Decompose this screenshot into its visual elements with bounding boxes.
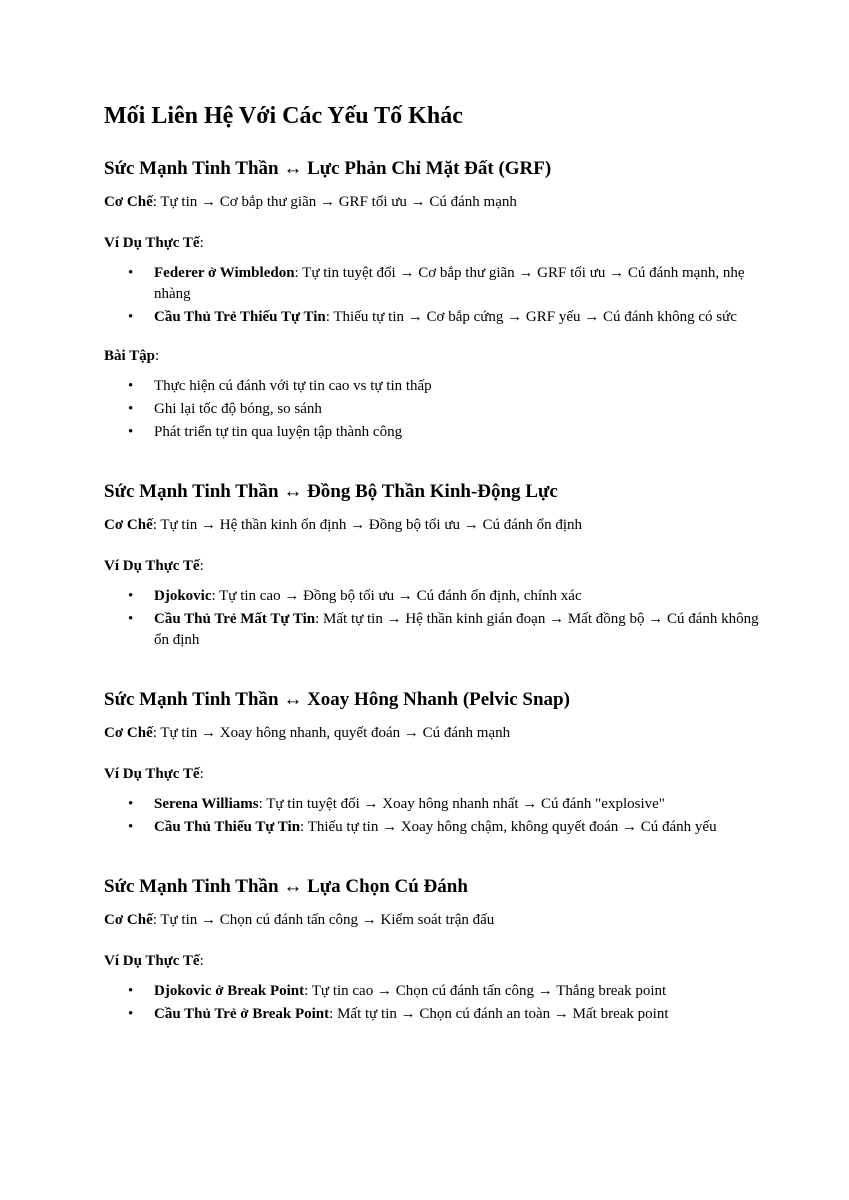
mechanism-line [104, 723, 764, 744]
bullet-icon: • [128, 401, 134, 417]
examples-heading [104, 233, 764, 254]
examples-heading [104, 951, 764, 972]
example-subject: Djokovic ở Break Point [154, 983, 305, 999]
list-item [104, 981, 764, 1002]
list-item [104, 422, 764, 443]
list-item [104, 399, 764, 420]
mechanism-line [104, 192, 764, 213]
example-text: : Tự tin tuyệt đối → Xoay hông nhanh nhất → Cú đánh "explosive" [258, 796, 665, 812]
exercise-text: Phát triển tự tin qua luyện tập thành công [154, 424, 403, 440]
list-item [104, 817, 764, 838]
exercises-colon: : [155, 348, 160, 364]
exercises-list [104, 376, 764, 443]
bullet-icon: • [128, 378, 134, 394]
bullet-icon: • [128, 309, 134, 325]
example-text: : Tự tin cao → Chọn cú đánh tấn công → Thắng break point [304, 983, 667, 999]
exercises-label: Bài Tập [104, 348, 155, 364]
section-heading: Sức Mạnh Tinh Thần ↔ Xoay Hông Nhanh (Pelvic Snap) [104, 689, 570, 710]
examples-label: Ví Dụ Thực Tế [104, 953, 200, 969]
list-item [104, 376, 764, 397]
exercises-heading [104, 346, 764, 367]
examples-heading [104, 764, 764, 785]
mechanism-text: : Tự tin → Xoay hông nhanh, quyết đoán → Cú đánh mạnh [152, 725, 511, 741]
example-subject: Cầu Thủ Trẻ Thiếu Tự Tin [154, 309, 326, 325]
mechanism-line [104, 910, 764, 931]
bullet-icon: • [128, 611, 134, 627]
mechanism-text: : Tự tin → Chọn cú đánh tấn công → Kiểm soát trận đấu [152, 912, 495, 928]
examples-label: Ví Dụ Thực Tế [104, 235, 200, 251]
example-subject: Federer ở Wimbledon [154, 265, 295, 281]
bullet-icon: • [128, 983, 134, 999]
example-subject: Cầu Thủ Trẻ Mất Tự Tin [154, 611, 316, 627]
section-neuromotor-sync [104, 479, 764, 651]
examples-list [104, 794, 764, 838]
example-subject: Cầu Thủ Thiếu Tự Tin [154, 819, 301, 835]
example-text: : Mất tự tin → Hệ thần kinh gián đoạn → Mất đồng bộ → Cú đánh không ổn định [154, 611, 759, 648]
example-subject: Djokovic [154, 588, 212, 604]
example-text: : Mất tự tin → Chọn cú đánh an toàn → Mất break point [329, 1006, 669, 1022]
bullet-icon: • [128, 265, 134, 281]
examples-heading [104, 556, 764, 577]
bullet-icon: • [128, 588, 134, 604]
mechanism-label: Cơ Chế [104, 194, 153, 210]
mechanism-line [104, 515, 764, 536]
list-item [104, 794, 764, 815]
examples-label: Ví Dụ Thực Tế [104, 766, 200, 782]
examples-list [104, 981, 764, 1025]
section-shot-selection [104, 874, 764, 1025]
page-title: Mối Liên Hệ Với Các Yếu Tố Khác [104, 103, 463, 129]
list-item [104, 1004, 764, 1025]
list-item [104, 609, 764, 651]
examples-colon: : [199, 766, 204, 782]
example-subject: Serena Williams [154, 796, 259, 812]
example-text: : Thiếu tự tin → Xoay hông chậm, không quyết đoán → Cú đánh yếu [300, 819, 717, 835]
mechanism-text: : Tự tin → Hệ thần kinh ổn định → Đồng bộ tối ưu → Cú đánh ổn định [152, 517, 583, 533]
bullet-icon: • [128, 1006, 134, 1022]
exercise-text: Ghi lại tốc độ bóng, so sánh [154, 401, 322, 417]
examples-list [104, 263, 764, 328]
exercise-text: Thực hiện cú đánh với tự tin cao vs tự tin thấp [154, 378, 432, 394]
mechanism-text: : Tự tin → Cơ bắp thư giãn → GRF tối ưu → Cú đánh mạnh [152, 194, 517, 210]
bullet-icon: • [128, 796, 134, 812]
list-item [104, 586, 764, 607]
example-text: : Tự tin cao → Đồng bộ tối ưu → Cú đánh ổn định, chính xác [211, 588, 582, 604]
mechanism-label: Cơ Chế [104, 912, 153, 928]
mechanism-label: Cơ Chế [104, 725, 153, 741]
examples-list [104, 586, 764, 651]
document-page [104, 100, 764, 1027]
list-item [104, 263, 764, 305]
bullet-icon: • [128, 819, 134, 835]
section-heading: Sức Mạnh Tinh Thần ↔ Lực Phản Chỉ Mặt Đất (GRF) [104, 158, 552, 179]
section-heading: Sức Mạnh Tinh Thần ↔ Đồng Bộ Thần Kinh-Động Lực [104, 481, 558, 502]
example-text: : Tự tin tuyệt đối → Cơ bắp thư giãn → GRF tối ưu → Cú đánh mạnh, nhẹ nhàng [154, 265, 745, 302]
section-pelvic-snap [104, 687, 764, 838]
section-grf [104, 156, 764, 443]
examples-colon: : [199, 558, 204, 574]
mechanism-label: Cơ Chế [104, 517, 153, 533]
example-subject: Cầu Thủ Trẻ ở Break Point [154, 1006, 330, 1022]
section-heading: Sức Mạnh Tinh Thần ↔ Lựa Chọn Cú Đánh [104, 876, 468, 897]
examples-label: Ví Dụ Thực Tế [104, 558, 200, 574]
list-item [104, 307, 764, 328]
examples-colon: : [199, 235, 204, 251]
examples-colon: : [199, 953, 204, 969]
bullet-icon: • [128, 424, 134, 440]
example-text: : Thiếu tự tin → Cơ bắp cứng → GRF yếu → Cú đánh không có sức [325, 309, 737, 325]
